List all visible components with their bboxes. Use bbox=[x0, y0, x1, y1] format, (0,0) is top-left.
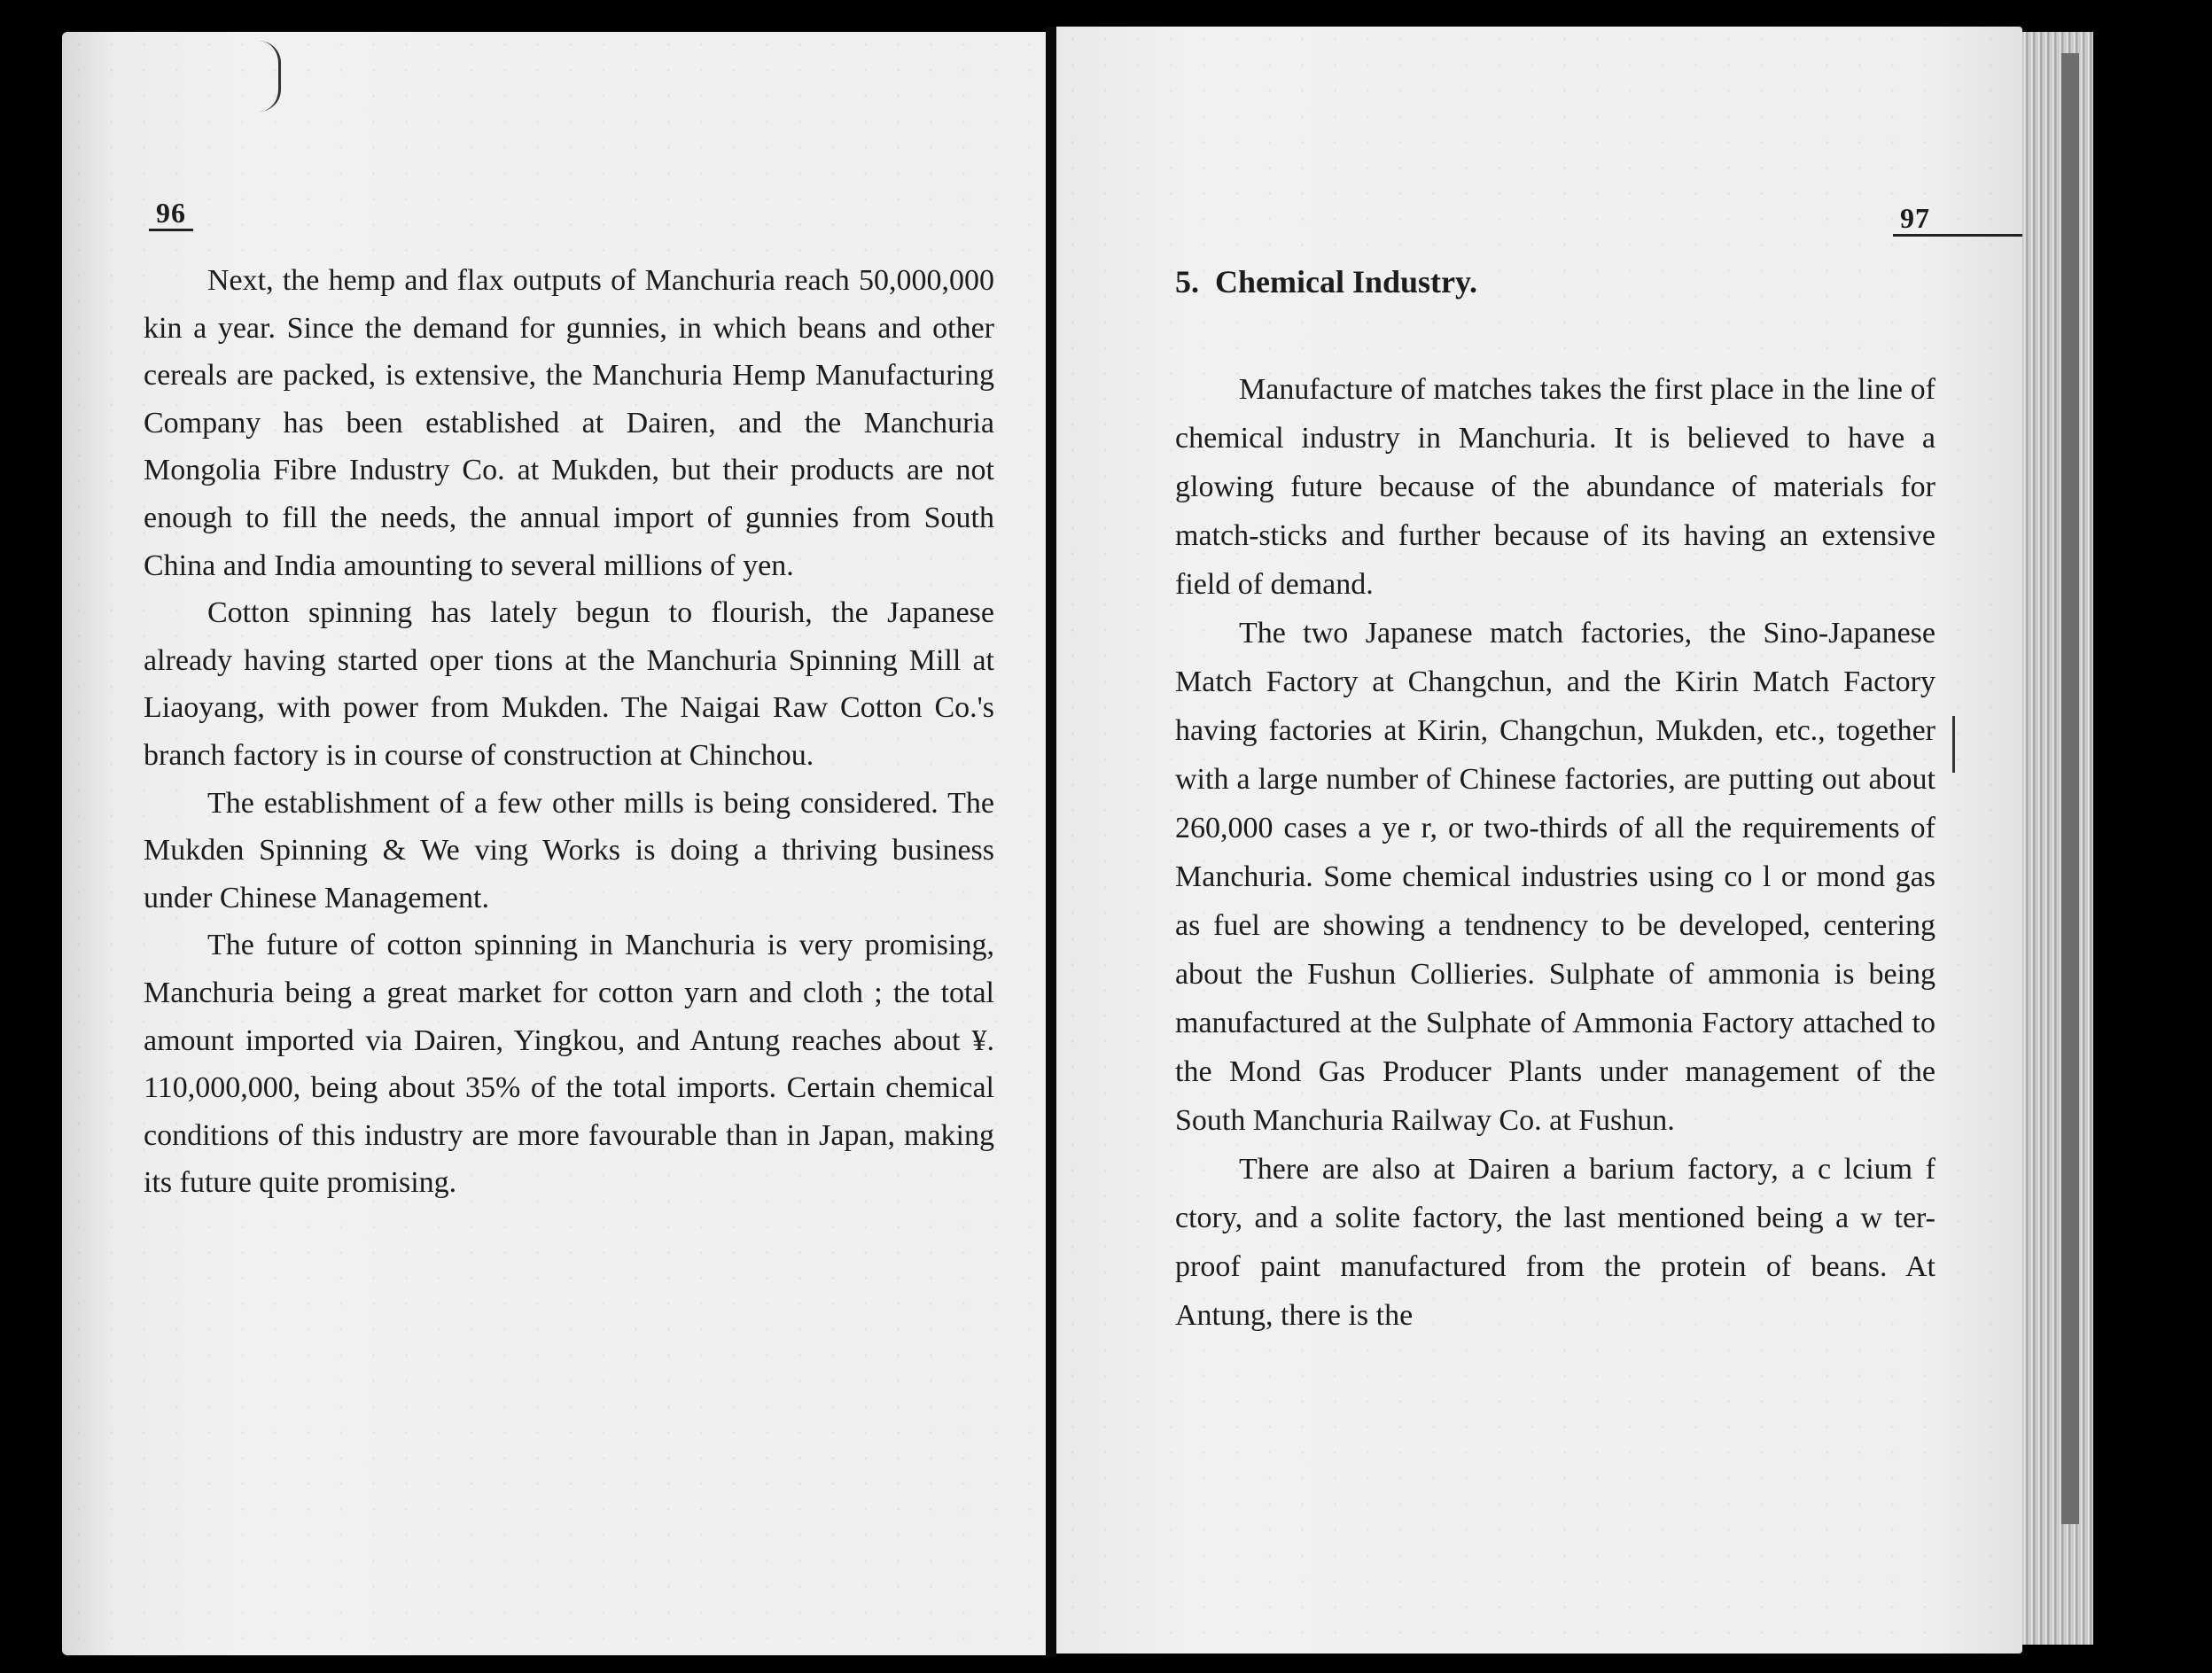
paragraph-other-mills: The establishment of a few other mills is being considered. The Mukden Spinning & We ving Works is doing a thriving business under Chinese Management. bbox=[144, 786, 994, 914]
page-number-left: 96 bbox=[149, 198, 193, 231]
page-number-right: 97 bbox=[1893, 204, 2022, 237]
paragraph-hemp-flax: Next, the hemp and flax outputs of Manchuria reach 50,000,000 kin a year. Since the demand for gunnies, in which beans and other cereals are packed, is extensive, the Manchuria Hemp Manufacturing Company has been established at Dairen, and the Manchuria Mongolia Fibre Industry Co. at Mukden, but their products are not enough to fill the needs, the annual import of gunnies from South China and India amounting to several millions of yen. bbox=[144, 264, 994, 582]
book-gutter bbox=[1046, 27, 1056, 1657]
paragraph-matches: Manufacture of matches takes the first place in the line of chemical industry in Manchuria. It is believed to have a glowing future because of the abundance of materials for match-sticks and further because of its having an extensive field of demand. bbox=[1175, 373, 1936, 601]
right-page bbox=[1056, 27, 2022, 1654]
page-edge-shadow bbox=[2061, 53, 2079, 1524]
paragraph-cotton-future: The future of cotton spinning in Manchuria is very promising, Manchuria being a great market for cotton yarn and cloth ; the total amount imported via Dairen, Yingkou, and Antung reaches about ¥. 110,000,000, being about 35% of the total imports. Certain chemical conditions of this industry are more favourable than in Japan, making its future quite promising. bbox=[144, 929, 994, 1200]
section-number: 5. bbox=[1175, 264, 1199, 300]
left-page bbox=[62, 32, 1046, 1655]
paragraph-cotton-spinning: Cotton spinning has lately begun to flourish, the Japanese already having started oper tions at the Manchuria Spinning Mill at Liaoyang, with power from Mukden. The Naigai Raw Cotton Co.'s branch factory is in course of construction at Chinchou. bbox=[144, 596, 994, 772]
handwritten-bracket-mark bbox=[259, 41, 281, 112]
margin-tick-mark bbox=[1952, 716, 1955, 773]
paragraph-dairen-factories: There are also at Dairen a barium factory, a c lcium f ctory, and a solite factory, the last mentioned being a w ter-proof paint manufactured from the protein of beans. At Antung, there is the bbox=[1175, 1153, 1936, 1332]
left-page-text bbox=[144, 257, 994, 1207]
section-heading bbox=[1175, 266, 1477, 298]
paragraph-match-factories: The two Japanese match factories, the Sino-Japanese Match Factory at Changchun, and the Kirin Match Factory having factories at Kirin, Changchun, Mukden, etc., together with a large number of Chinese factories, are putting out about 260,000 cases a ye r, or two-thirds of all the requirements of Manchuria. Some chemical industries using co l or mond gas as fuel are showing a tendnency to be developed, centering about the Fushun Collieries. Sulphate of ammonia is being manufactured at the Sulphate of Ammonia Factory attached to the Mond Gas Producer Plants under management of the South Manchuria Railway Co. at Fushun. bbox=[1175, 617, 1936, 1137]
section-title: Chemical Industry. bbox=[1215, 264, 1478, 300]
right-page-text bbox=[1175, 365, 1936, 1340]
stacked-page-edges bbox=[2022, 32, 2093, 1645]
